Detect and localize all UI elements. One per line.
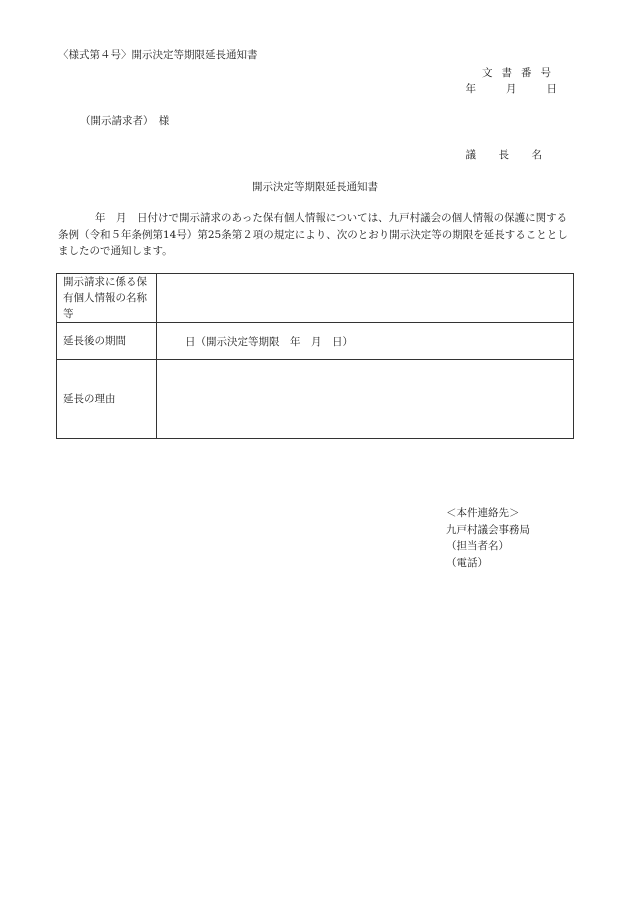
table-row-extended-period	[57, 323, 574, 360]
extended-period-value: 日（開示決定等期限 年 月 日）	[157, 323, 574, 360]
info-name-value	[157, 274, 574, 323]
contact-person: （担当者名）	[446, 540, 509, 552]
extension-reason-label: 延長の理由	[57, 360, 157, 439]
table-row-extension-reason	[57, 360, 574, 439]
contact-heading: ＜本件連絡先＞	[446, 507, 520, 519]
contact-block	[446, 505, 586, 571]
body-paragraph: 年 月 日付けで開示請求のあった保有個人情報については、九戸村議会の個人情報の保護に関する条例（令和５年条例第14号）第25条第２項の規定により、次のとおり開示決定等の期限を延長することとしましたので通知します。	[58, 212, 568, 257]
contact-phone: （電話）	[446, 556, 488, 569]
sender-name: 議 長 名	[465, 149, 548, 161]
extension-reason-value	[157, 360, 574, 439]
contact-office: 九戸村議会事務局	[446, 523, 530, 536]
date-line: 年 月 日	[465, 83, 560, 95]
table-row-info-name	[57, 274, 574, 323]
addressee: （開示請求者） 様	[80, 115, 170, 127]
document-number-label: 文書番号	[482, 67, 560, 79]
form-number: 〈様式第４号〉開示決定等期限延長通知書	[58, 49, 258, 61]
extended-period-label: 延長後の期間	[57, 323, 157, 360]
info-name-label: 開示請求に係る保有個人情報の名称等	[57, 274, 157, 323]
info-table	[56, 273, 574, 439]
document-title: 開示決定等期限延長通知書	[252, 181, 378, 193]
